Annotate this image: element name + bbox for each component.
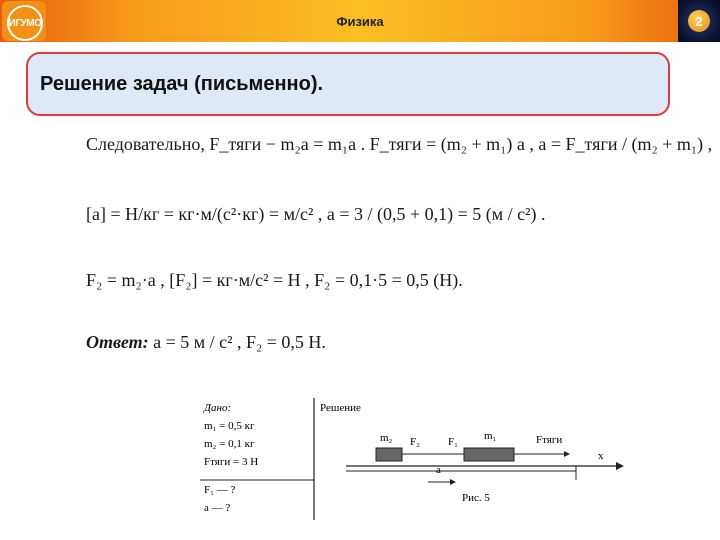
- label-m2: m₂: [380, 432, 393, 444]
- label-f1: F₁: [448, 436, 458, 448]
- label-ftyagi: Fтяги: [536, 434, 563, 446]
- label-f2: F₂: [410, 436, 420, 448]
- answer-line: [86, 332, 326, 353]
- problem-figure: [196, 396, 636, 526]
- given-m2: m₂ = 0,1 кг: [204, 438, 255, 450]
- block-m1: [464, 448, 514, 461]
- solution-label: Решение: [320, 402, 361, 414]
- given-a: a — ?: [204, 502, 231, 514]
- block-m2: [376, 448, 402, 461]
- answer-label: Ответ:: [86, 332, 149, 352]
- logo-text: ИГУМО: [7, 5, 43, 41]
- given-label: Дано:: [204, 402, 232, 414]
- given-ftyagi: Fтяги = 3 Н: [204, 456, 259, 468]
- figure-caption: Рис. 5: [462, 492, 490, 504]
- figure-lines: [196, 396, 636, 526]
- page-badge: [678, 0, 720, 42]
- formula-line-3: F₂ = m₂·a , [F₂] = кг·м/с² = Н , F₂ = 0,1·5 = 0,5 (Н).: [86, 270, 463, 290]
- slide-title-box: [26, 52, 670, 116]
- answer-value: a = 5 м / с² , F₂ = 0,5 Н.: [148, 332, 326, 352]
- given-f1: F₁ — ?: [204, 484, 236, 496]
- subject-title: Физика: [336, 13, 384, 29]
- formula-line-2: [a] = Н/кг = кг·м/(с²·кг) = м/с² , a = 3 / (0,5 + 0,1) = 5 (м / с²) .: [86, 204, 546, 224]
- formula-block: [86, 120, 713, 380]
- slide-title: Решение задач (письменно).: [40, 72, 324, 95]
- formula-line-1: Следовательно, F_тяги − m₂a = m₁a . F_тяги = (m₂ + m₁) a , a = F_тяги / (m₂ + m₁) ,: [86, 134, 713, 154]
- page-number: 2: [688, 10, 710, 32]
- label-m1: m₁: [484, 430, 497, 442]
- label-accel: a: [436, 464, 441, 476]
- label-axis-x: x: [598, 450, 604, 462]
- given-m1: m₁ = 0,5 кг: [204, 420, 255, 432]
